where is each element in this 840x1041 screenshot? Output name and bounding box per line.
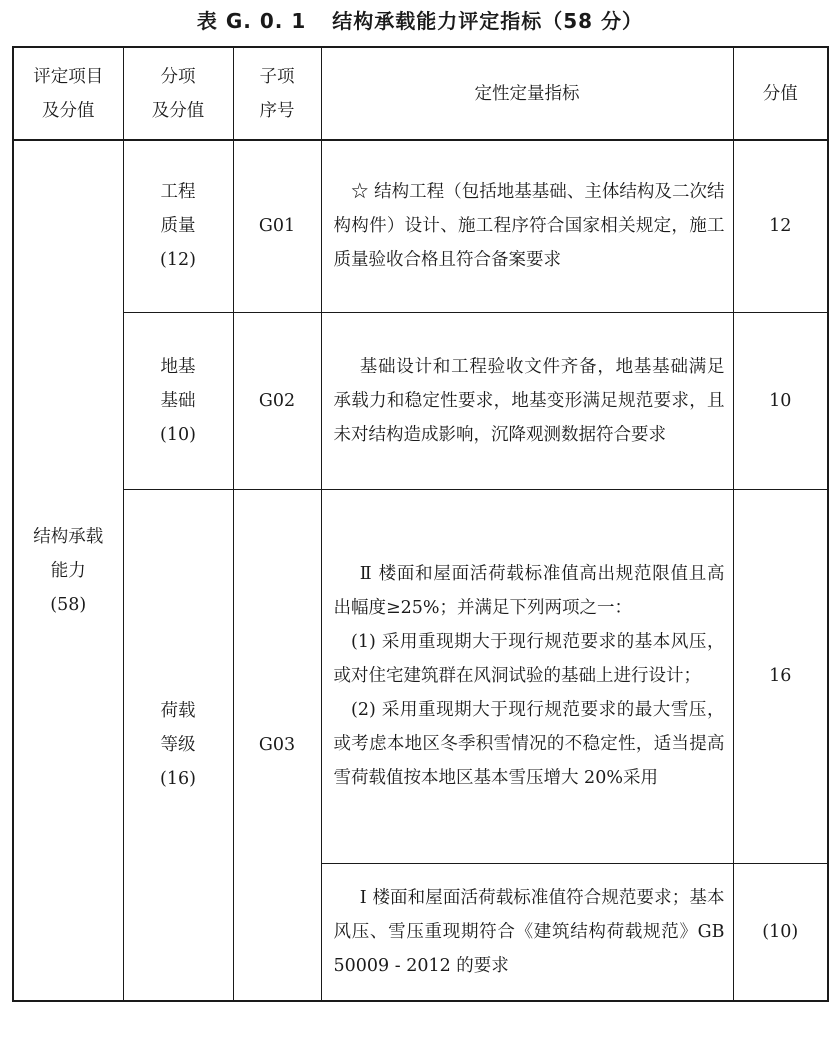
score-cell: (10) (733, 863, 828, 1001)
header-category: 评定项目 及分值 (13, 47, 123, 140)
score-cell: 16 (733, 489, 828, 863)
indicator-paragraph: Ⅱ 楼面和屋面活荷载标准值高出规范限值且高出幅度≥25%；并满足下列两项之一： (333, 564, 725, 618)
table-row (13, 312, 828, 489)
subcategory-cell: 工程 质量 (12) (123, 140, 233, 312)
header-score: 分值 (733, 47, 828, 140)
score-cell: 12 (733, 140, 828, 312)
header-item-number: 子项 序号 (233, 47, 321, 140)
header-indicator: 定性定量指标 (321, 47, 733, 140)
table-number: 表 G. 0. 1 (196, 9, 307, 33)
indicator-paragraph: (2) 采用重现期大于现行规范要求的最大雪压，或考虑本地区冬季积雪情况的不稳定性，适当提高雪荷载值按本地区基本雪压增大 20%采用 (333, 700, 725, 788)
table-row (13, 489, 828, 863)
item-code-cell: G03 (233, 489, 321, 1001)
indicator-cell: Ⅰ 楼面和屋面活荷载标准值符合规范要求；基本风压、雪压重现期符合《建筑结构荷载规范》GB 50009 - 2012 的要求 (321, 863, 733, 1001)
score-cell: 10 (733, 312, 828, 489)
table-row (13, 140, 828, 312)
evaluation-table (12, 46, 829, 1002)
category-cell: 结构承载 能力 (58) (13, 140, 123, 1001)
subcategory-cell: 地基 基础 (10) (123, 312, 233, 489)
indicator-cell (321, 489, 733, 863)
subcategory-cell: 荷载 等级 (16) (123, 489, 233, 1001)
indicator-cell: ☆ 结构工程（包括地基基础、主体结构及二次结构构件）设计、施工程序符合国家相关规定，施工质量验收合格且符合备案要求 (321, 140, 733, 312)
header-subcategory: 分项 及分值 (123, 47, 233, 140)
header-row (13, 47, 828, 140)
item-code-cell: G02 (233, 312, 321, 489)
item-code-cell: G01 (233, 140, 321, 312)
table-caption: 结构承载能力评定指标（58 分） (332, 9, 644, 33)
table-title (0, 6, 840, 36)
indicator-paragraph: (1) 采用重现期大于现行规范要求的基本风压，或对住宅建筑群在风洞试验的基础上进行设计； (333, 632, 725, 686)
indicator-cell: 基础设计和工程验收文件齐备，地基基础满足承载力和稳定性要求，地基变形满足规范要求，且未对结构造成影响，沉降观测数据符合要求 (321, 312, 733, 489)
